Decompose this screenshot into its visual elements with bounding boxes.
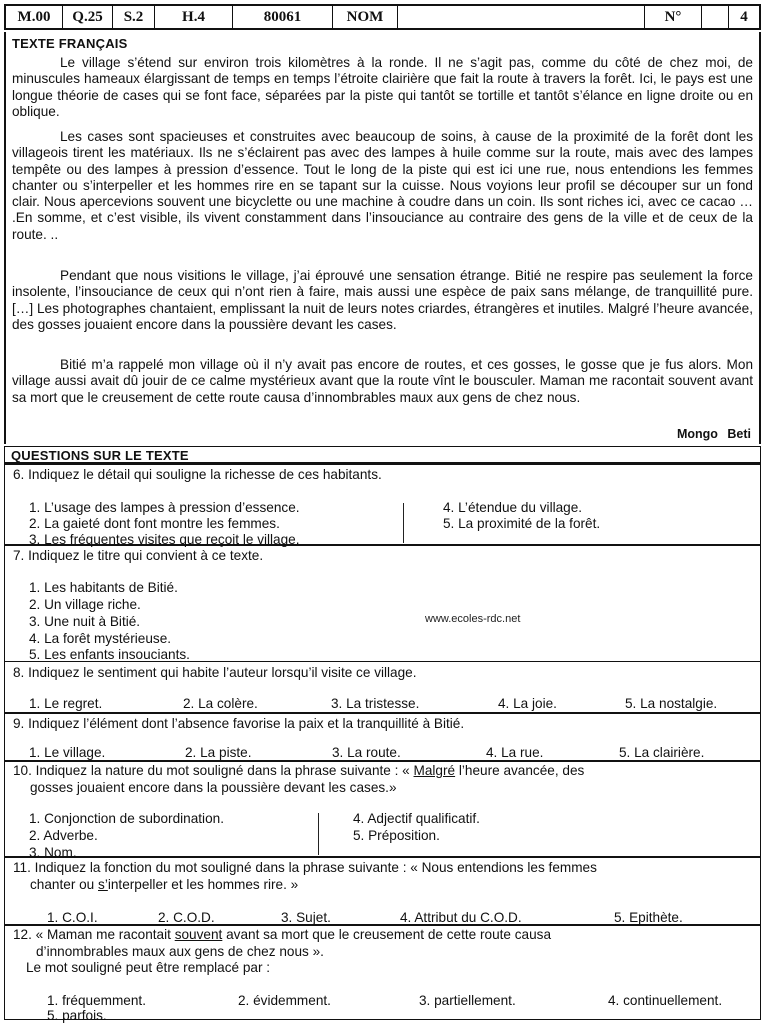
- question-11-text-start: 11. Indiquez la fonction du mot souligné dans la phrase suivante : « Nous entendions les femmes: [13, 860, 597, 875]
- exam-page: [4, 4, 762, 1022]
- question-10-option-3[interactable]: 3. Nom.: [29, 845, 77, 860]
- question-8-option-5[interactable]: 5. La nostalgie.: [625, 696, 718, 711]
- question-11-underlined-word: s’: [98, 876, 108, 892]
- question-12-option-4[interactable]: 4. continuellement.: [608, 993, 723, 1008]
- question-7-option-5[interactable]: 5. Les enfants insouciants.: [29, 647, 190, 662]
- text-title: TEXTE FRANÇAIS: [12, 36, 128, 51]
- question-8-option-3[interactable]: 3. La tristesse.: [331, 696, 420, 711]
- questions-title: QUESTIONS SUR LE TEXTE: [11, 448, 189, 463]
- question-10-option-2[interactable]: 2. Adverbe.: [29, 828, 98, 843]
- paragraph-4: Bitié m’a rappelé mon village où il n’y avait pas encore de routes, et ces gosses, le gosse que je fus alors. Mon village aussi avait dû jouir de ce calme mystérieux avant que la route vînt le bousculer. Maman me racontait souvent avant sa mort que le creusement de cette route causa d’innombrables maux aux gens de chez nous.: [12, 357, 753, 405]
- paragraph-2: Les cases sont spacieuses et construites avec beaucoup de soins, à cause de la proximité de la forêt dont les villageois tirent les matériaux. Ils ne s’éclairent pas avec des lampes à huile comme sur la route, mais avec des lampes tempête ou des lampes à pression d’essence. Tout le long de la piste qui est ici une rue, nous entendions les femmes chanter ou s’interpeller et les hommes rire en se tapant sur la cuisse. Nous voyions leur profil se découper sur un fond clair. Nous apercevions souvent une bicyclette ou une machine à coudre dans un coin. Ils sont riches ici, avec ce cacao … .En somme, et c’est visible, ils vivent constamment dans l’insouciance au contraire des gens de la ville et de ceux de la route. ..: [12, 129, 753, 242]
- question-9-text: 9. Indiquez l’élément dont l’absence favorise la paix et la tranquillité à Bitié.: [13, 716, 465, 731]
- header-cell-name-label: NOM: [333, 6, 398, 28]
- header-cell-name-field[interactable]: [398, 6, 645, 28]
- paragraph-1: Le village s’étend sur environ trois kilomètres à la ronde. Il ne s’agit pas, comme du côté de chez moi, de minuscules hameaux élargissant de temps en temps l’étroite clairière que fait la route à travers la forêt. Ici, le pays est une longue théorie de cases qui se font face, séparées par la piste qui tantôt se tortille et tantôt s’élance en ligne droite ou en oblique.: [12, 55, 753, 119]
- question-11-option-1[interactable]: 1. C.O.I.: [47, 910, 98, 925]
- watermark: www.ecoles-rdc.net: [425, 613, 521, 625]
- question-11-text: [13, 860, 753, 893]
- question-12-text-start: 12. « Maman me racontait: [13, 927, 175, 942]
- header-cell-hour: H.4: [155, 6, 233, 28]
- question-9-option-5[interactable]: 5. La clairière.: [619, 745, 705, 760]
- question-10-option-1[interactable]: 1. Conjonction de subordination.: [29, 811, 224, 826]
- question-12-text-line2: d’innombrables maux aux gens de chez nous ».: [36, 943, 324, 959]
- question-12-option-5[interactable]: 5. parfois.: [47, 1008, 107, 1023]
- question-7-option-3[interactable]: 3. Une nuit à Bitié.: [29, 614, 141, 629]
- question-11-option-2[interactable]: 2. C.O.D.: [158, 910, 215, 925]
- question-8-option-4[interactable]: 4. La joie.: [498, 696, 557, 711]
- question-11: [4, 856, 761, 926]
- header-cell-code: 80061: [233, 6, 333, 28]
- question-9-option-3[interactable]: 3. La route.: [332, 745, 401, 760]
- paragraph-3: Pendant que nous visitions le village, j’ai éprouvé une sensation étrange. Bitié ne respire pas seulement la force insolente, l’insouciance de ceux qui n’ont rien à faire, mais aussi une espèce de paix sans mélange, de tranquillité pure. […] Les photographes chantaient, emplissant la nuit de leurs notes criardes, étrangères et inutiles. Malgré l’heure avancée, des gosses jouaient encore dans la poussière devant les cases.: [12, 268, 753, 332]
- question-6-option-4[interactable]: 4. L’étendue du village.: [443, 500, 583, 515]
- header-cell-subject: M.00: [6, 6, 63, 28]
- question-12-option-2[interactable]: 2. évidemment.: [238, 993, 331, 1008]
- question-7-option-4[interactable]: 4. La forêt mystérieuse.: [29, 631, 172, 646]
- question-6-option-1[interactable]: 1. L’usage des lampes à pression d’essence.: [29, 500, 300, 515]
- question-12-text-end: avant sa mort que le creusement de cette route causa: [222, 927, 552, 942]
- header-cell-page: 4: [740, 8, 748, 25]
- question-12: [4, 924, 761, 1023]
- question-6-text: 6. Indiquez le détail qui souligne la richesse de ces habitants.: [13, 467, 382, 482]
- question-11-option-4[interactable]: 4. Attribut du C.O.D.: [400, 910, 522, 925]
- question-10-text: [13, 763, 753, 796]
- question-10-text-end: l’heure avancée, des: [455, 763, 585, 778]
- question-11-option-3[interactable]: 3. Sujet.: [281, 910, 331, 925]
- question-9-option-1[interactable]: 1. Le village.: [29, 745, 106, 760]
- question-11-option-5[interactable]: 5. Epithète.: [614, 910, 683, 925]
- header-cell-questions: Q.25: [63, 6, 113, 28]
- question-9: [4, 712, 761, 762]
- question-7-text: 7. Indiquez le titre qui convient à ce texte.: [13, 548, 264, 563]
- question-10-underlined-word: Malgré: [413, 763, 456, 778]
- question-12-text-line3: Le mot souligné peut être remplacé par :: [26, 960, 271, 975]
- question-12-option-3[interactable]: 3. partiellement.: [419, 993, 516, 1008]
- header-cell-number-field[interactable]: [702, 6, 729, 28]
- question-10-divider: [318, 813, 319, 855]
- question-11-text-line2-end: interpeller et les hommes rire. »: [107, 876, 299, 892]
- question-10: [4, 760, 761, 858]
- question-7: [4, 544, 761, 662]
- question-6: [4, 464, 761, 546]
- question-10-text-start: 10. Indiquez la nature du mot souligné dans la phrase suivante : «: [13, 763, 414, 778]
- question-10-option-4[interactable]: 4. Adjectif qualificatif.: [353, 811, 480, 826]
- question-11-text-line2-start: chanter ou: [30, 876, 99, 892]
- question-12-option-1[interactable]: 1. fréquemment.: [47, 993, 146, 1008]
- question-6-option-3[interactable]: 3. Les fréquentes visites que reçoit le village.: [29, 532, 300, 547]
- text-section: [4, 32, 761, 444]
- question-9-option-4[interactable]: 4. La rue.: [486, 745, 544, 760]
- author-name: Mongo Beti: [676, 427, 751, 441]
- header-cell-section: S.2: [113, 6, 155, 28]
- question-10-text-line2: gosses jouaient encore dans la poussière devant les cases.»: [30, 779, 397, 795]
- question-7-option-1[interactable]: 1. Les habitants de Bitié.: [29, 580, 178, 595]
- question-6-option-5[interactable]: 5. La proximité de la forêt.: [443, 516, 601, 531]
- question-6-option-2[interactable]: 2. La gaieté dont font montre les femmes.: [29, 516, 280, 531]
- question-8: [4, 661, 761, 714]
- header-cell-number-label: N°: [645, 6, 702, 28]
- question-12-underlined-word: souvent: [174, 927, 223, 942]
- question-12-text: [13, 927, 753, 977]
- question-9-option-2[interactable]: 2. La piste.: [185, 745, 252, 760]
- question-6-divider: [403, 503, 404, 543]
- header-row: [4, 4, 761, 30]
- question-7-option-2[interactable]: 2. Un village riche.: [29, 597, 141, 612]
- questions-header: [4, 446, 761, 464]
- question-8-option-2[interactable]: 2. La colère.: [183, 696, 258, 711]
- question-10-option-5[interactable]: 5. Préposition.: [353, 828, 440, 843]
- question-8-text: 8. Indiquez le sentiment qui habite l’auteur lorsqu’il visite ce village.: [13, 665, 417, 680]
- question-8-option-1[interactable]: 1. Le regret.: [29, 696, 103, 711]
